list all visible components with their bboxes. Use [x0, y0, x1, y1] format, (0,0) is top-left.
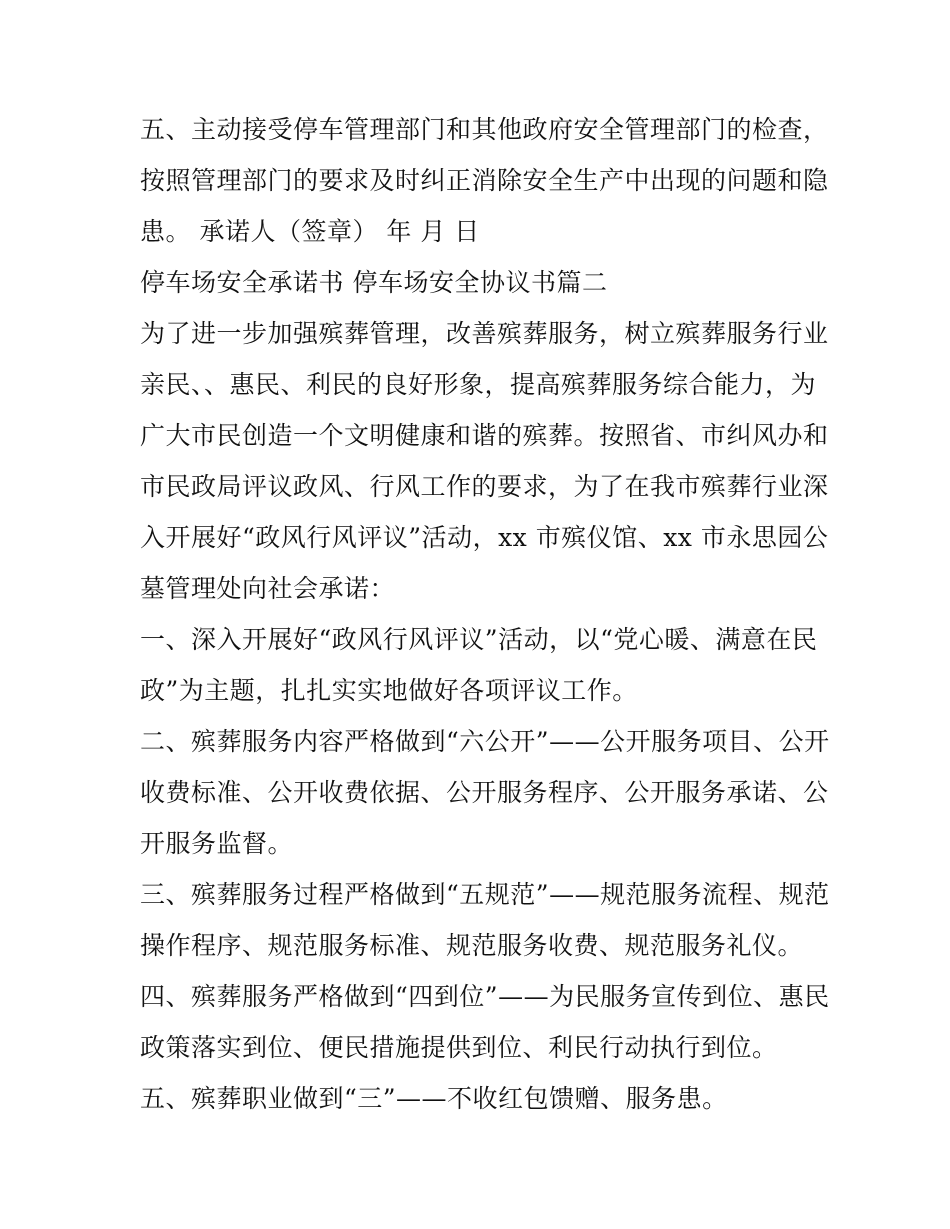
- text-line: 亲民、、惠民、利民的良好形象，提高殡葬服务综合能力，为: [140, 370, 817, 399]
- text-line: 收费标准、公开收费依据、公开服务程序、公开服务承诺、公: [140, 778, 829, 807]
- text-line: 政策落实到位、便民措施提供到位、利民行动执行到位。: [140, 1033, 778, 1062]
- text-line: 广大市民创造一个文明健康和谐的殡葬。按照省、市纠风办和: [140, 421, 829, 450]
- text-line: 五、殡葬职业做到“三”——不收红包馈赠、服务患。: [140, 1084, 728, 1113]
- text-line: 开服务监督。: [140, 829, 294, 858]
- text-line: 三、殡葬服务过程严格做到“五规范”——规范服务流程、规范: [140, 880, 830, 909]
- section-title: 停车场安全承诺书 停车场安全协议书篇二: [140, 268, 608, 297]
- text-line: 按照管理部门的要求及时纠正消除安全生产中出现的问题和隐: [140, 166, 829, 195]
- document-body: [140, 104, 830, 1124]
- text-line: 墓管理处向社会承诺：: [140, 574, 396, 603]
- text-line: 二、殡葬服务内容严格做到“六公开”——公开服务项目、公开: [140, 727, 830, 756]
- text-line: 入开展好“政风行风评议”活动，xx 市殡仪馆、xx 市永思园公: [140, 523, 829, 552]
- text-line: 政”为主题，扎扎实实地做好各项评议工作。: [140, 676, 638, 705]
- text-line: 患。 承诺人（签章） 年 月 日: [140, 217, 480, 246]
- text-line: 市民政局评议政风、行风工作的要求，为了在我市殡葬行业深: [140, 472, 829, 501]
- text-line: 操作程序、规范服务标准、规范服务收费、规范服务礼仪。: [140, 931, 804, 960]
- text-line: 四、殡葬服务严格做到“四到位”——为民服务宣传到位、惠民: [140, 982, 830, 1011]
- text-line: 五、主动接受停车管理部门和其他政府安全管理部门的检查，: [140, 115, 829, 144]
- text-line: 为了进一步加强殡葬管理，改善殡葬服务，树立殡葬服务行业: [140, 319, 829, 348]
- text-line: 一、深入开展好“政风行风评议”活动，以“党心暖、满意在民: [140, 625, 818, 654]
